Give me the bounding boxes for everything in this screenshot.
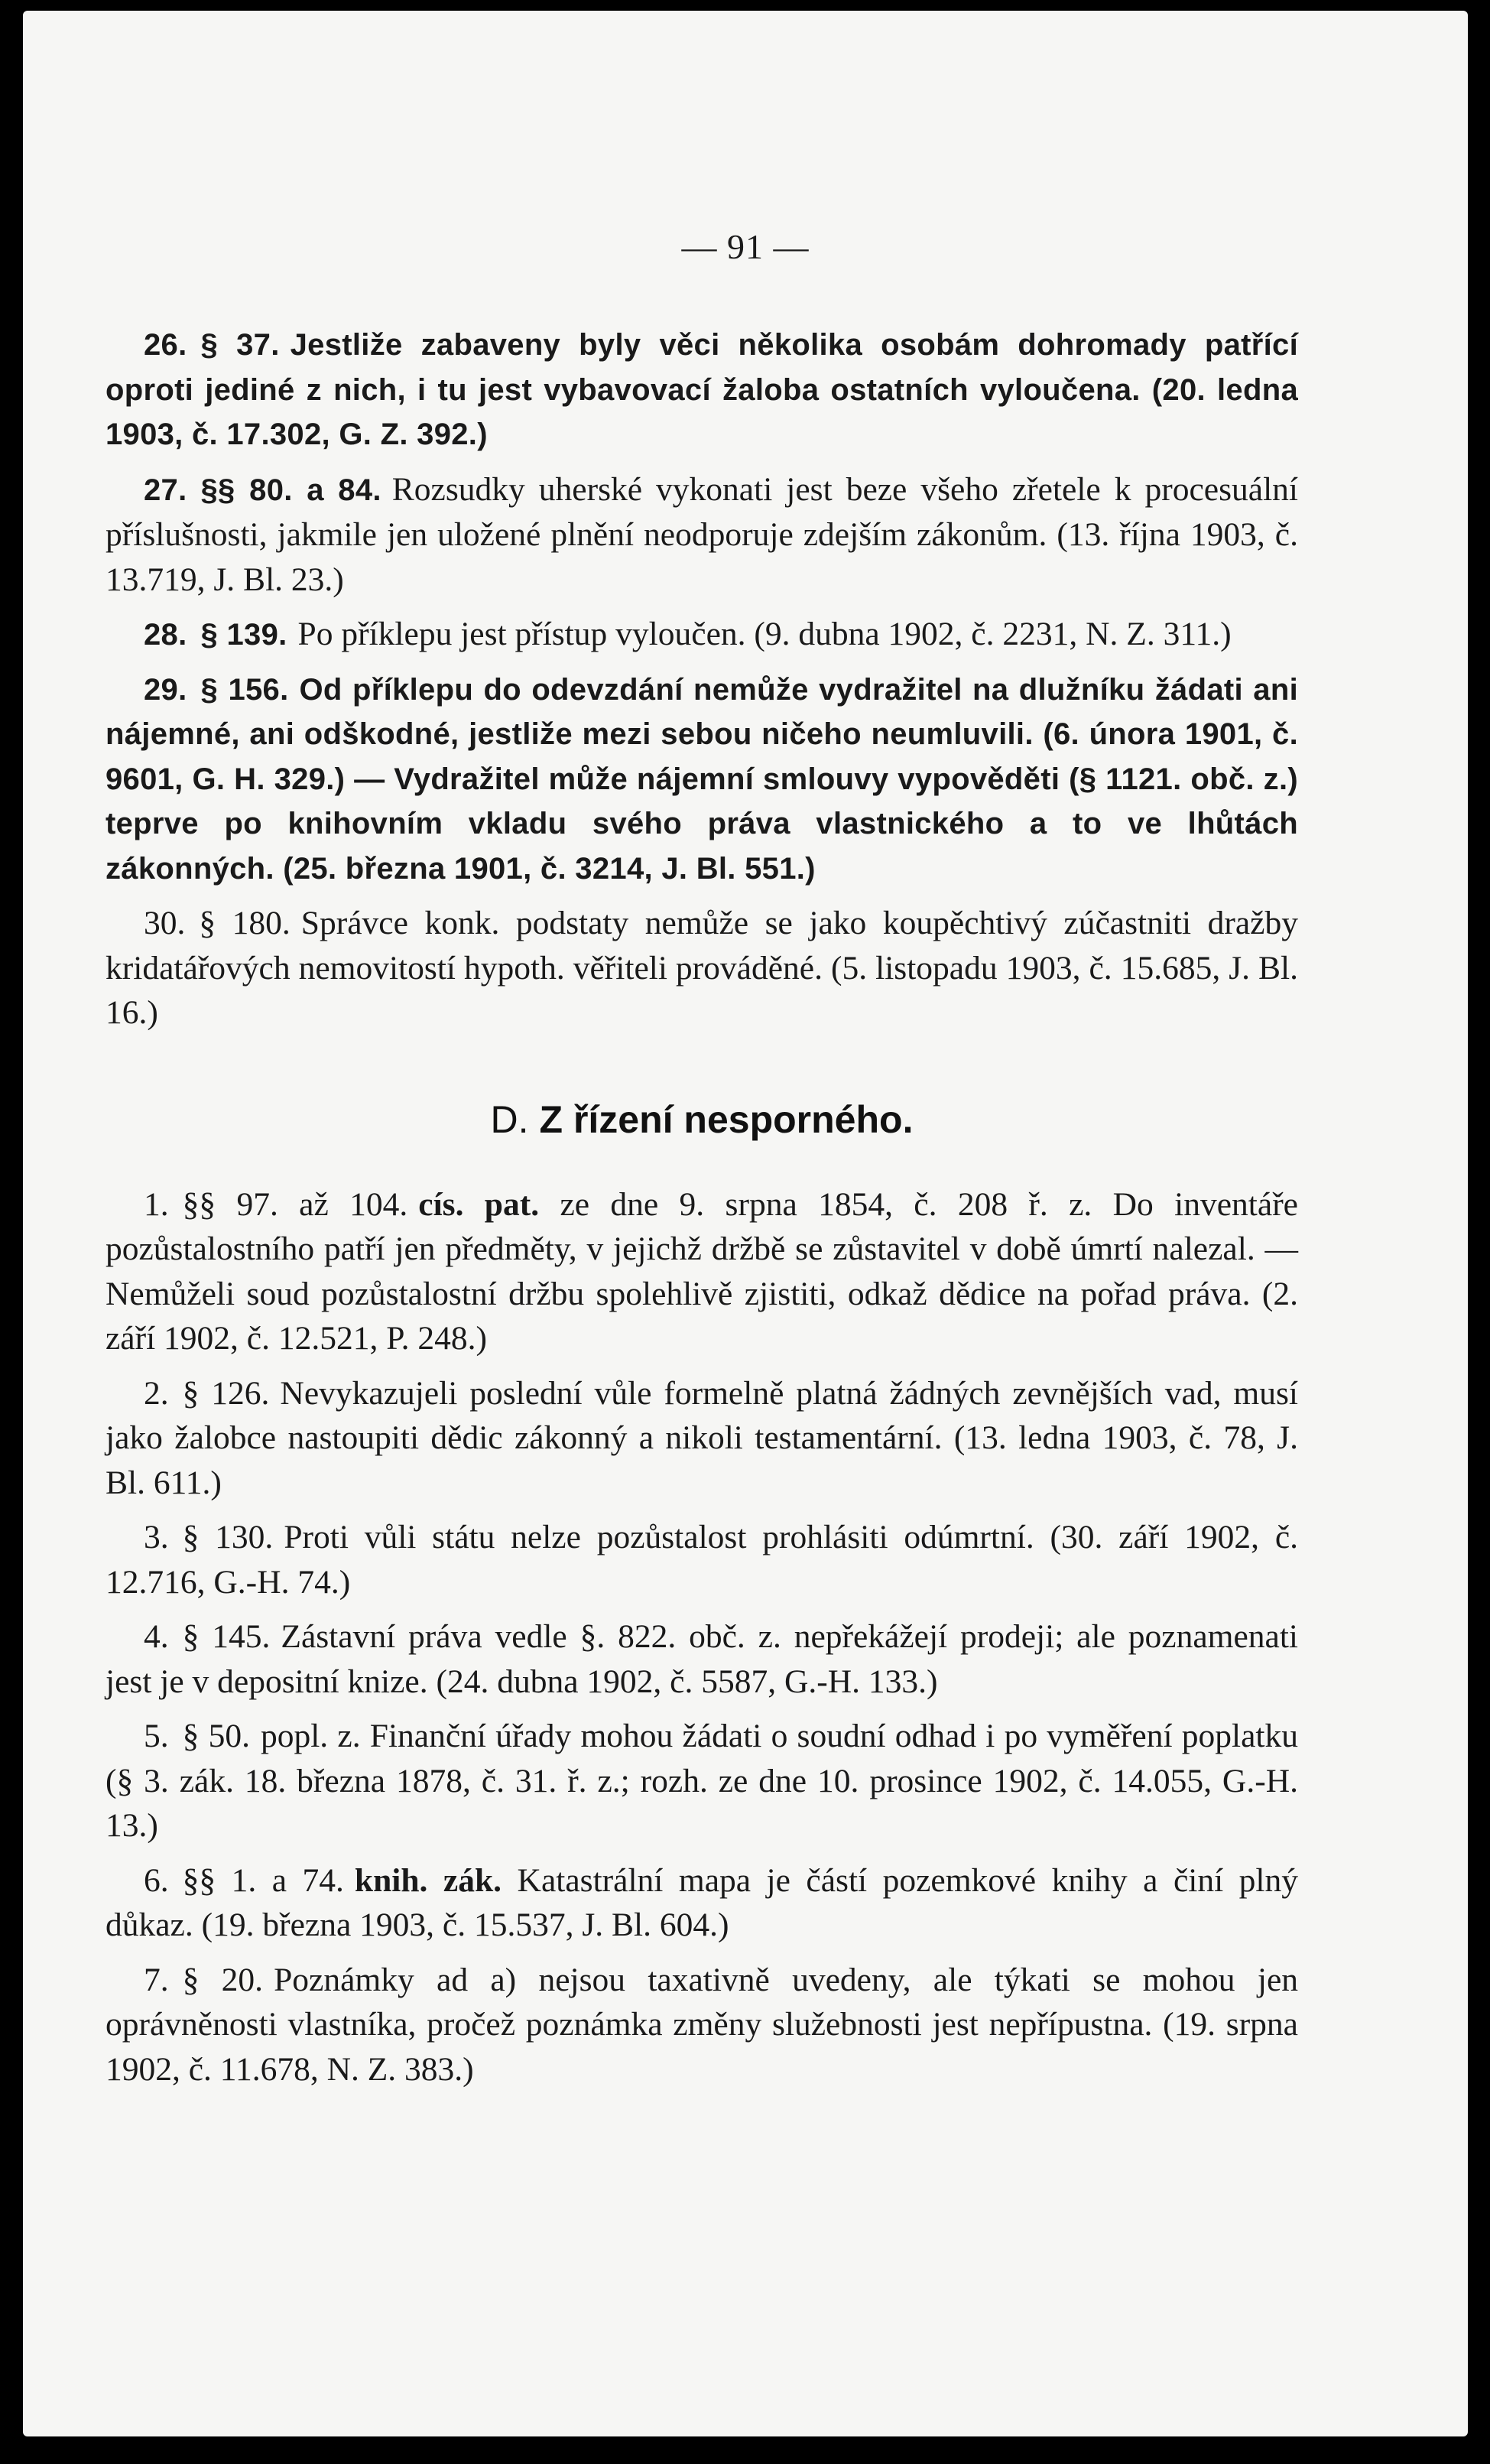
entry-text: Správce konk. podstaty nemůže se jako koupěchtivý zúčastniti dražby kridatářových nemovitostí hypoth. věřiteli prováděné. (5. listopadu 1903, č. 15.685, J. Bl. 16.) — [106, 905, 1298, 1031]
page-number: — 91 — — [681, 227, 810, 266]
paragraph-ref: § 139. — [200, 618, 287, 652]
page-content — [106, 323, 1298, 2102]
entry-d-1 — [106, 1182, 1298, 1361]
section-c-entry-29-block — [106, 668, 1298, 892]
entry-d-5 — [106, 1714, 1298, 1848]
entry-d-4 — [106, 1614, 1298, 1704]
section-letter: D. — [490, 1097, 529, 1141]
entry-number: 27. — [144, 473, 187, 507]
entry-text: Poznámky ad a) nejsou taxativně uvedeny, ale týkati se mohou jen oprávněnosti vlastníka, pročež poznámka změny služebnosti jest nepřípustna. (19. srpna 1902, č. 11.678, N. Z. 383.) — [106, 1961, 1299, 2088]
section-d-heading — [106, 1095, 1298, 1144]
entry-number: 29. — [144, 672, 187, 707]
section-title: Z řízení nesporného. — [539, 1097, 914, 1141]
paragraph-ref: § 130. — [182, 1519, 274, 1555]
paragraph-ref: § 126. — [182, 1374, 270, 1412]
entry-number: 26. — [144, 328, 187, 362]
entry-d-2 — [106, 1371, 1298, 1506]
entry-d-3 — [106, 1515, 1298, 1604]
section-c-entries — [106, 323, 1298, 457]
entry-number: 6. — [144, 1861, 169, 1899]
paragraph-ref: § 180. — [199, 905, 291, 941]
law-abbreviation: cís. pat. — [418, 1185, 540, 1223]
entry-text: Nevykazujeli poslední vůle formelně platná žádných zevnějších vad, musí jako žalobce nastoupiti dědic zákonný a nikoli testamentární. (13. ledna 1903, č. 78, J. Bl. 611.) — [106, 1374, 1299, 1501]
entry-number: 7. — [144, 1961, 169, 1998]
entry-number: 5. — [144, 1718, 169, 1754]
entry-number: 3. — [144, 1519, 169, 1555]
paragraph-ref: §§ 97. až 104. — [182, 1185, 408, 1223]
paragraph-ref: § 20. — [182, 1961, 264, 1998]
paragraph-ref: §§ 80. a 84. — [200, 473, 381, 507]
book-page — [23, 11, 1468, 2436]
entry-number: 2. — [144, 1374, 169, 1412]
entry-30 — [106, 901, 1298, 1035]
entry-text: ze dne 9. srpna 1854, č. 208 ř. z. Do inventáře pozůstalostního patří jen předměty, v jejichž držbě se zůstavitel v době úmrtí nalezal. — Nemůželi soud pozůstalostní držbu spolehlivě zjistiti, odkaž dědice na pořad práva. (2. září 1902, č. 12.521, P. 248.) — [106, 1185, 1298, 1357]
entry-29 — [106, 668, 1298, 892]
entry-d-6 — [106, 1858, 1298, 1948]
entry-number: 1. — [144, 1185, 169, 1223]
entry-text: Katastrální mapa je částí pozemkové knihy a činí plný důkaz. (19. března 1903, č. 15.537, J. Bl. 604.) — [106, 1861, 1299, 1943]
law-abbreviation: knih. zák. — [354, 1861, 502, 1899]
entry-number: 30. — [144, 905, 186, 941]
paragraph-ref: §§ 1. a 74. — [182, 1861, 344, 1899]
entry-text: popl. z. Finanční úřady mohou žádati o soudní odhad i po vyměření poplatku (§ 3. zák. 18. března 1878, č. 31. ř. z.; rozh. ze dne 10. prosince 1902, č. 14.055, G.-H. 13.) — [106, 1718, 1298, 1844]
entry-text: Rozsudky uherské vykonati jest beze všeho zřetele k procesuální příslušnosti, jakmile jen uložené plnění neodporuje zdejším zákonům. (13. října 1903, č. 13.719, J. Bl. 23.) — [106, 470, 1298, 598]
entry-number: 28. — [144, 618, 187, 652]
paragraph-ref: § 145. — [182, 1618, 271, 1655]
paragraph-ref: § 50. — [182, 1718, 250, 1754]
entry-text: Od příklepu do odevzdání nemůže vydražitel na dlužníku žádati ani nájemné, ani odškodné, jestliže mezi sebou ničeho neumluvili. (6. února 1901, č. 9601, G. H. 329.) — Vydražitel může nájemní smlouvy vypověděti (§ 1121. obč. z.) teprve po knihovním vkladu svého práva vlastnického a to ve lhůtách zákonných. (25. března 1901, č. 3214, J. Bl. 551.) — [106, 672, 1298, 886]
paragraph-ref: § 156. — [200, 672, 289, 707]
paragraph-ref: § 37. — [200, 328, 280, 362]
entry-text: Po příklepu jest přístup vyloučen. (9. dubna 1902, č. 2231, N. Z. 311.) — [297, 616, 1232, 652]
entry-26 — [106, 323, 1298, 457]
entry-text: Proti vůli státu nelze pozůstalost prohlásiti odúmrtní. (30. září 1902, č. 12.716, G.-H. 74.) — [106, 1519, 1299, 1601]
entry-number: 4. — [144, 1618, 169, 1655]
entry-28 — [106, 612, 1298, 658]
entry-d-7 — [106, 1958, 1298, 2092]
entry-text: Zástavní práva vedle §. 822. obč. z. nepřekážejí prodeji; ale poznamenati jest je v depositní knize. (24. dubna 1902, č. 5587, G.-H. 133.) — [106, 1618, 1298, 1700]
entry-text: Jestliže zabaveny byly věci několika osobám dohromady patřící oproti jediné z nich, i tu jest vybavovací žaloba ostatních vyloučena. (20. ledna 1903, č. 17.302, G. Z. 392.) — [106, 328, 1298, 451]
entry-27 — [106, 467, 1298, 603]
